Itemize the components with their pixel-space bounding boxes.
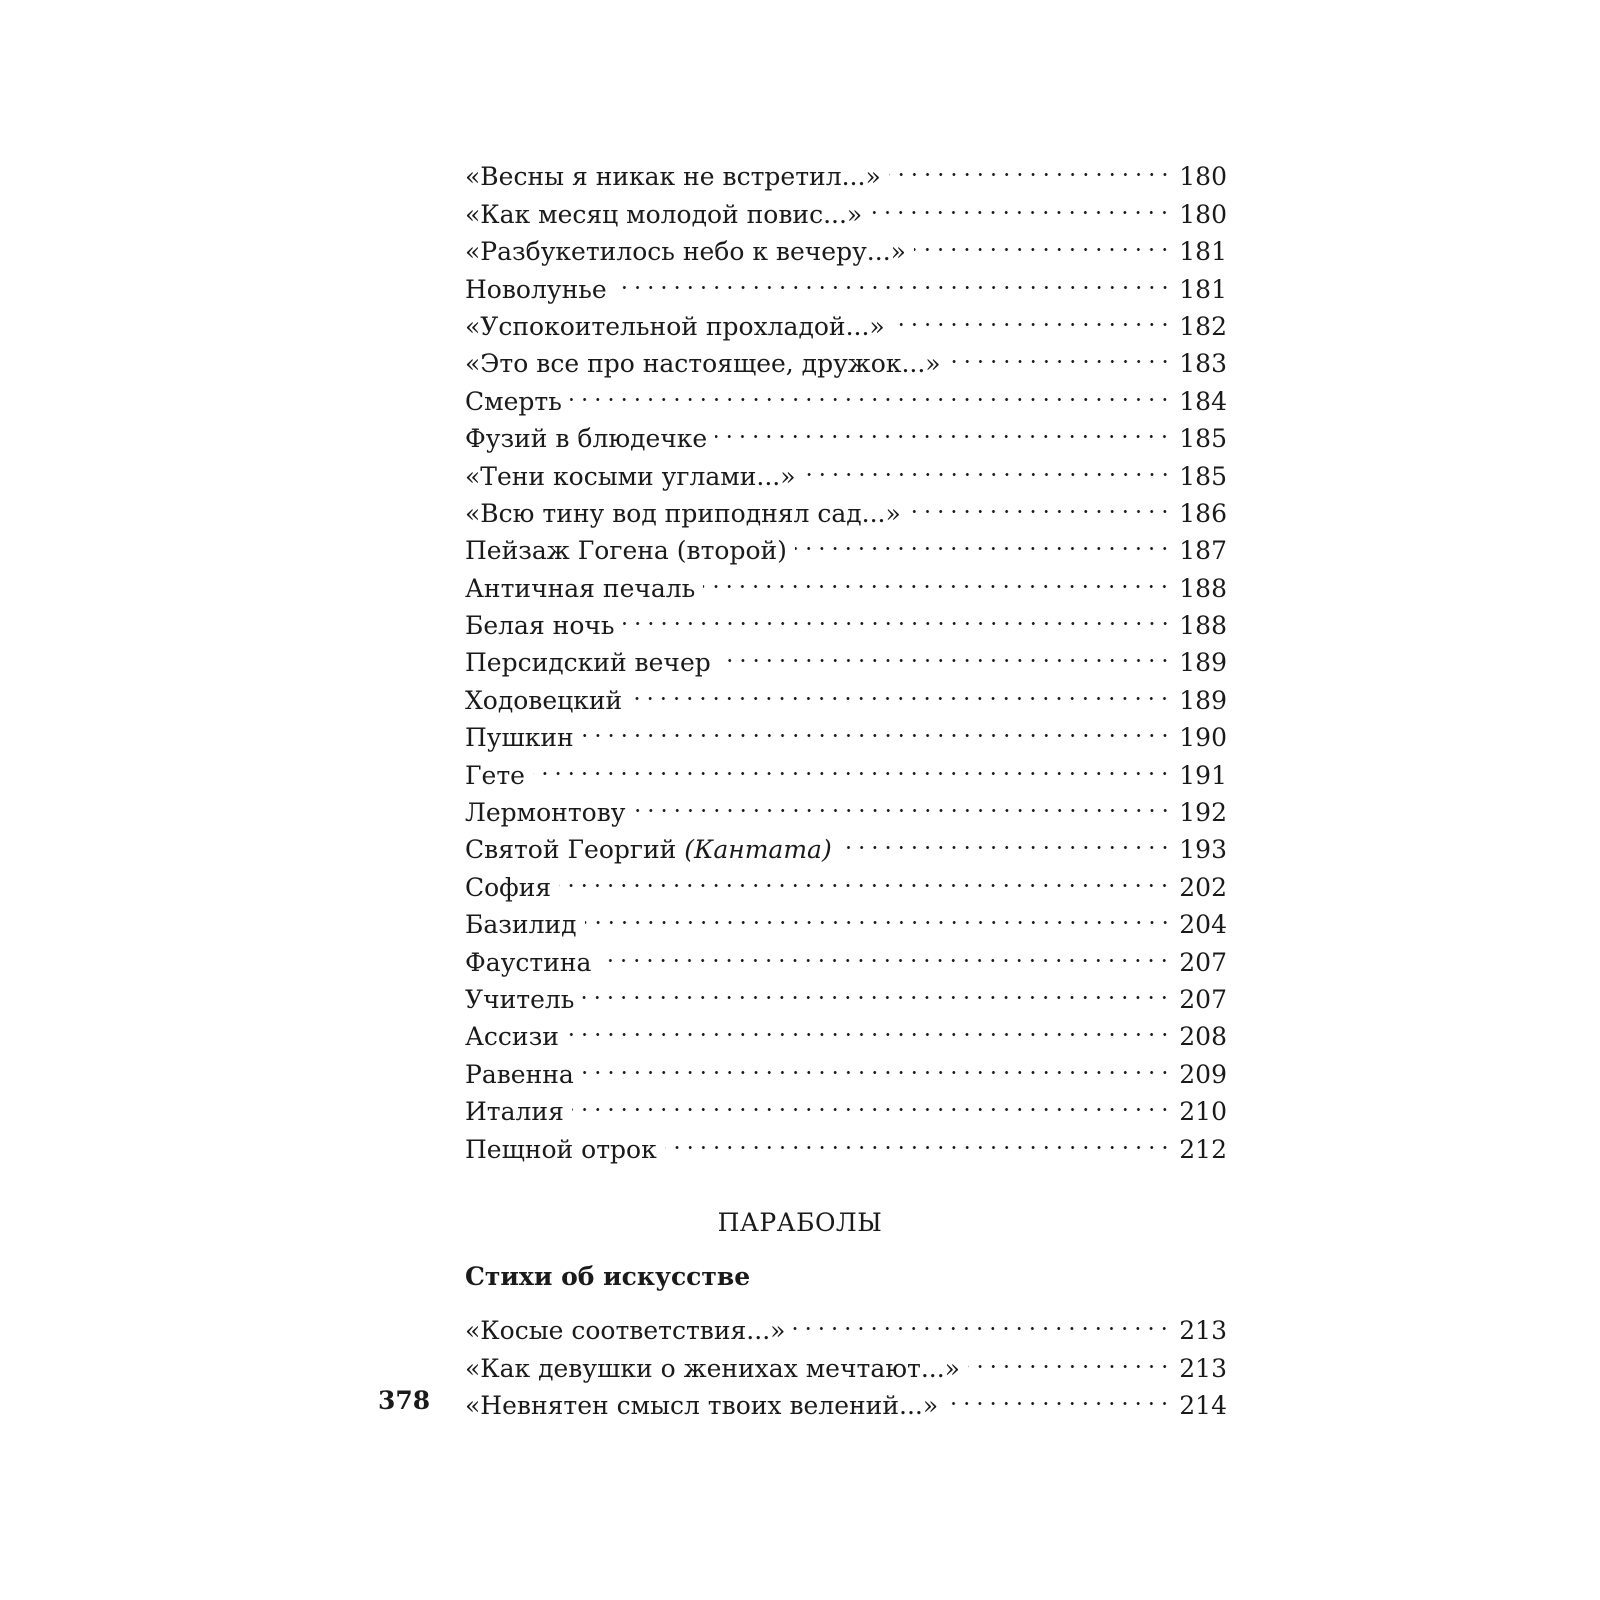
toc-entry-page: 208: [1179, 1022, 1227, 1052]
toc-entry-title-text: Пушкин: [465, 723, 574, 753]
toc-entry-title: [465, 383, 562, 420]
toc-entry-title-text: «Успокоительной прохладой...»: [465, 311, 885, 341]
toc-entry-title: [465, 607, 615, 644]
toc-entry-title-text: Фаустина: [465, 947, 592, 977]
toc-entry: [465, 1120, 1227, 1164]
toc-entry-title-text: Базилид: [465, 910, 577, 940]
toc-entry-title-text: Белая ночь: [465, 611, 615, 641]
toc-dot-leader: [599, 933, 1171, 970]
toc-dot-leader: [582, 709, 1172, 746]
toc-entry-page: 181: [1179, 237, 1227, 267]
toc-dot-leader: [634, 784, 1172, 821]
toc-entry-title: [465, 308, 885, 345]
toc-entry-title-text: Смерть: [465, 386, 562, 416]
toc-entry-title-text: Учитель: [465, 984, 575, 1014]
toc-dot-leader: [665, 1120, 1172, 1157]
toc-dot-leader: [870, 185, 1171, 222]
toc-dot-leader: [703, 559, 1171, 596]
toc-entry: [465, 372, 1227, 416]
toc-entry-title-text: «Разбукетилось небо к вечеру...»: [465, 237, 906, 267]
toc-entry-title-text: Лермонтову: [465, 798, 626, 828]
toc-entry-page: 209: [1179, 1059, 1227, 1089]
toc-entry-title-text: «Как месяц молодой повис...»: [465, 199, 863, 229]
toc-entry-title: [465, 1312, 785, 1349]
page-number: 378: [378, 1386, 431, 1415]
toc-list-section: [465, 1302, 1227, 1421]
toc-entry: [465, 896, 1227, 940]
toc-entry-title: [465, 757, 525, 794]
toc-dot-leader: [570, 372, 1171, 409]
toc-dot-leader: [889, 148, 1172, 185]
toc-entry-title: [465, 458, 796, 495]
toc-entry-page: 188: [1179, 611, 1227, 641]
toc-dot-leader: [572, 1083, 1171, 1120]
toc-entry-page: 189: [1179, 685, 1227, 715]
toc-dot-leader: [946, 1377, 1171, 1414]
toc-entry-page: 181: [1179, 274, 1227, 304]
toc-entry-title: [465, 196, 862, 233]
toc-entry-title-text: Фузий в блюдечке: [465, 424, 708, 454]
toc-list: [465, 148, 1227, 1164]
toc-entry: [465, 858, 1227, 902]
toc-entry-page: 188: [1179, 573, 1227, 603]
toc-entry-title-text: Равенна: [465, 1059, 574, 1089]
toc-dot-leader: [533, 746, 1171, 783]
toc-dot-leader: [968, 1339, 1171, 1376]
toc-entry-title-text: Ходовецкий: [465, 685, 623, 715]
toc-dot-leader: [623, 597, 1172, 634]
toc-dot-leader: [804, 447, 1172, 484]
toc-entry-title-text: Гете: [465, 760, 525, 790]
toc-entry-title-text: Пещной отрок: [465, 1134, 657, 1164]
toc-entry-title-text: Античная печаль: [465, 573, 696, 603]
toc-entry-title-text: «Как девушки о женихах мечтают...»: [465, 1353, 960, 1383]
toc-entry-title: [465, 794, 626, 831]
toc-entry-title: [465, 1350, 960, 1387]
toc-entry: [465, 1008, 1227, 1052]
toc-entry-title: [465, 420, 707, 457]
toc-entry-subtitle: (Кантата): [684, 835, 832, 865]
toc-entry-page: 207: [1179, 984, 1227, 1014]
section-heading: ПАРАБОЛЫ: [717, 1208, 883, 1237]
toc-dot-leader: [715, 410, 1171, 447]
toc-entry-page: 189: [1179, 648, 1227, 678]
toc-dot-leader: [949, 335, 1172, 372]
toc-entry-page: 213: [1179, 1316, 1227, 1346]
toc-entry-page: 185: [1179, 424, 1227, 454]
toc-entry-title: [465, 1131, 657, 1168]
toc-entry-title-text: Ассизи: [465, 1022, 559, 1052]
toc-entry-title: [465, 1056, 574, 1093]
toc-entry-page: 207: [1179, 947, 1227, 977]
toc-entry-page: 192: [1179, 798, 1227, 828]
toc-entry-title-text: Пейзаж Гогена (второй): [465, 536, 787, 566]
toc-entry-title-text: «Косые соответствия...»: [465, 1316, 786, 1346]
toc-entry-title-text: «Невнятен смысл твоих велений...»: [465, 1391, 939, 1421]
toc-entry-title: [465, 944, 591, 981]
toc-dot-leader: [559, 858, 1171, 895]
toc-entry-title: [465, 981, 574, 1018]
toc-entry-page: 193: [1179, 835, 1227, 865]
toc-dot-leader: [585, 896, 1172, 933]
toc-entry-page: 182: [1179, 311, 1227, 341]
toc-entry: [465, 933, 1227, 977]
toc-entry-page: 202: [1179, 872, 1227, 902]
toc-entry-page: 204: [1179, 910, 1227, 940]
toc-entry-title-text: София: [465, 872, 552, 902]
toc-entry-title: [465, 271, 607, 308]
toc-entry: [465, 746, 1227, 790]
toc-dot-leader: [893, 298, 1172, 335]
toc-entry-title-text: «Всю тину вод приподнял сад...»: [465, 498, 901, 528]
toc-entry-page: 214: [1179, 1391, 1227, 1421]
toc-dot-leader: [615, 260, 1172, 297]
toc-entry-title: [465, 1093, 564, 1130]
toc-entry-title: [465, 158, 881, 195]
toc-entry-page: 213: [1179, 1353, 1227, 1383]
toc-entry-title-text: «Весны я никак не встретил...»: [465, 162, 881, 192]
toc-dot-leader: [840, 821, 1172, 858]
toc-entry-title-text: Новолунье: [465, 274, 607, 304]
toc-entry-title-text: Италия: [465, 1097, 564, 1127]
toc-entry-page: 186: [1179, 498, 1227, 528]
subsection-heading: Стихи об искусстве: [465, 1262, 751, 1291]
toc-entry: [465, 784, 1227, 828]
toc-dot-leader: [914, 223, 1171, 260]
toc-entry-title-text: Святой Георгий: [465, 835, 677, 865]
toc-entry: [465, 410, 1227, 454]
toc-dot-leader: [909, 485, 1171, 522]
toc-dot-leader: [630, 671, 1171, 708]
toc-entry-title: [465, 1018, 559, 1055]
toc-entry-page: 212: [1179, 1134, 1227, 1164]
toc-entry-page: 190: [1179, 723, 1227, 753]
toc-entry-page: 184: [1179, 386, 1227, 416]
toc-entry-page: 183: [1179, 349, 1227, 379]
toc-entry: [465, 148, 1227, 192]
toc-entry-page: 180: [1179, 199, 1227, 229]
toc-entry-page: 185: [1179, 461, 1227, 491]
toc-entry-title: [465, 906, 577, 943]
toc-dot-leader: [567, 1008, 1171, 1045]
toc-entry-title-text: «Тени косыми углами...»: [465, 461, 796, 491]
toc-entry: [465, 1083, 1227, 1127]
toc-entry-page: 180: [1179, 162, 1227, 192]
toc-entry: [465, 1302, 1227, 1346]
toc-entry-title-text: «Это все про настоящее, дружок...»: [465, 349, 941, 379]
toc-dot-leader: [582, 971, 1171, 1008]
toc-dot-leader: [795, 522, 1171, 559]
toc-dot-leader: [582, 1045, 1171, 1082]
toc-entry-page: 210: [1179, 1097, 1227, 1127]
toc-dot-leader: [719, 634, 1172, 671]
toc-entry-page: 191: [1179, 760, 1227, 790]
toc-entry-title-text: Персидский вечер: [465, 648, 711, 678]
toc-dot-leader: [793, 1302, 1171, 1339]
toc-entry-page: 187: [1179, 536, 1227, 566]
toc-entry: [465, 1045, 1227, 1089]
toc-entry-title: [465, 869, 551, 906]
toc-entry-title: [465, 1387, 938, 1424]
